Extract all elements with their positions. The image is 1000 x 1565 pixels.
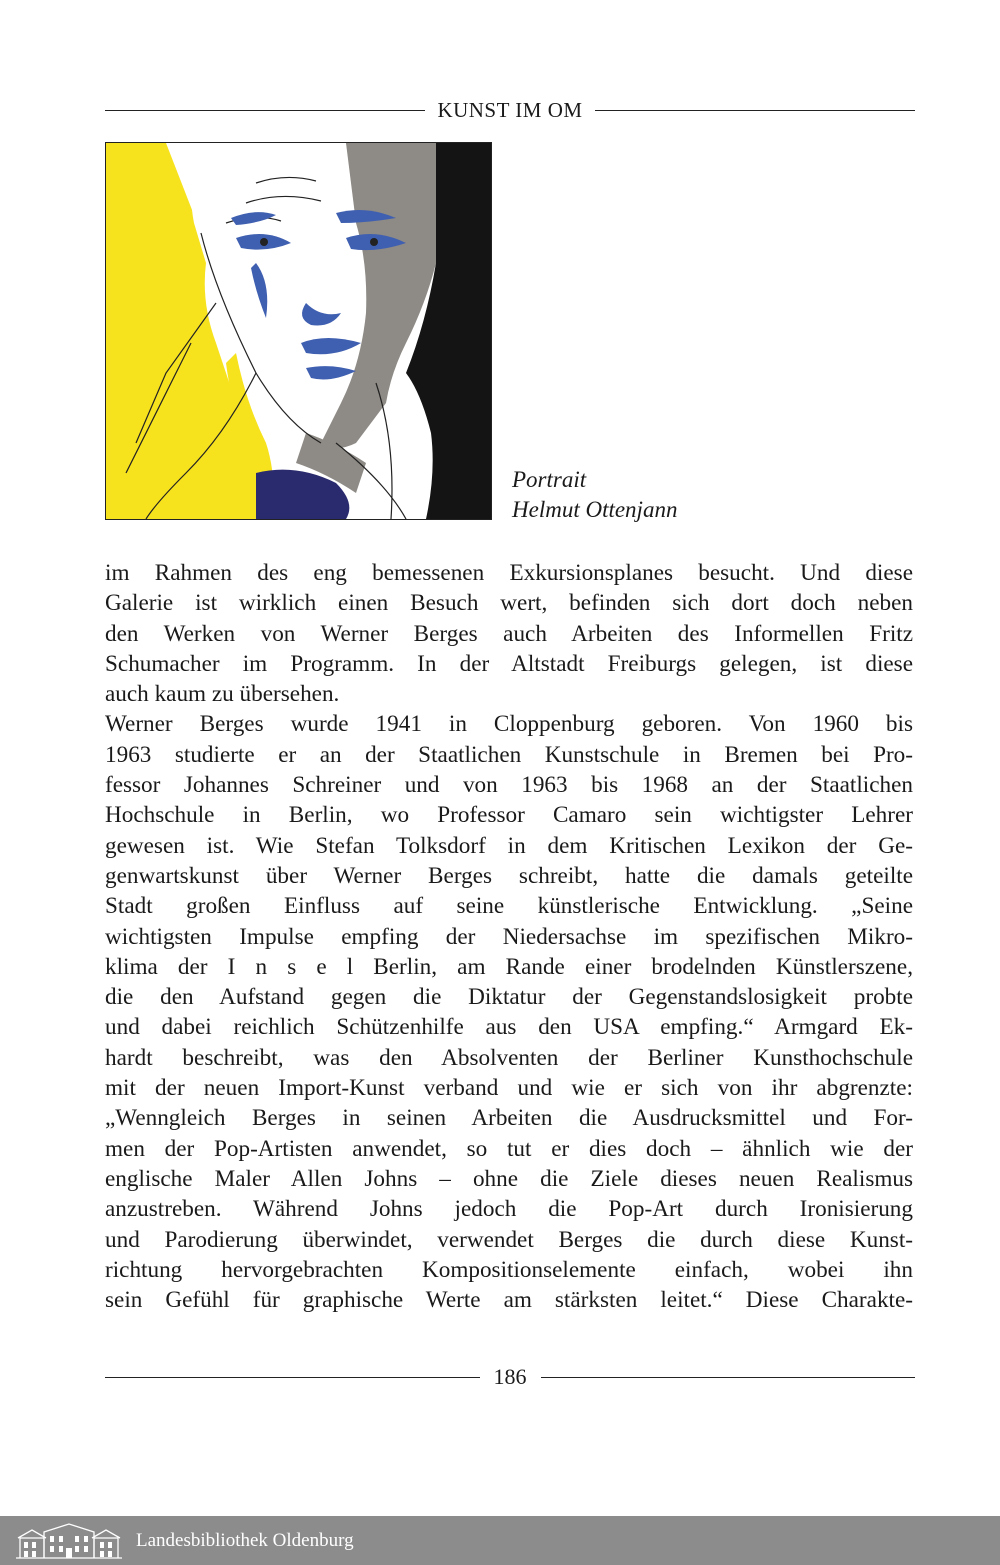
text-line: genwartskunst über Werner Berges schreibt, hatte die damals geteilte bbox=[105, 862, 913, 889]
portrait-drawing-icon bbox=[106, 143, 491, 519]
text-line: „Wenngleich Berges in seinen Arbeiten die Ausdrucksmittel und For- bbox=[105, 1105, 913, 1132]
text-line: klima der I n s e l Berlin, am Rande einer brodelnden Künstlerszene, bbox=[105, 953, 913, 980]
text-line: fessor Johannes Schreiner und von 1963 bis 1968 an der Staatlichen bbox=[105, 772, 913, 799]
text-line: Galerie ist wirklich einen Besuch wert, befinden sich dort doch neben bbox=[105, 590, 913, 617]
footer-rule-left bbox=[105, 1377, 480, 1378]
library-name: Landesbibliothek Oldenburg bbox=[136, 1529, 354, 1551]
text-line: sein Gefühl für graphische Werte am stärksten leitet.“ Diese Charakte- bbox=[105, 1287, 913, 1314]
text-line: 1963 studierte er an der Staatlichen Kunstschule in Bremen bei Pro- bbox=[105, 741, 913, 768]
text-line: wichtigsten Impulse empfing der Niedersachse im spezifischen Mikro- bbox=[105, 923, 913, 950]
text-line: und dabei reichlich Schützenhilfe aus den USA empfing.“ Armgard Ek- bbox=[105, 1014, 913, 1041]
page-number: 186 bbox=[493, 1364, 527, 1389]
running-header-title: KUNST IM OM bbox=[437, 97, 583, 122]
portrait-illustration bbox=[105, 142, 492, 520]
figure-caption bbox=[512, 465, 677, 525]
text-line: richtung hervorgebrachten Kompositionselemente einfach, wobei ihn bbox=[105, 1256, 913, 1283]
library-building-icon bbox=[14, 1522, 124, 1560]
running-header bbox=[105, 96, 915, 124]
text-line: mit der neuen Import-Kunst verband und wie er sich von ihr abgrenzte: bbox=[105, 1075, 913, 1102]
text-line: gewesen ist. Wie Stefan Tolksdorf in dem Kritischen Lexikon der Ge- bbox=[105, 832, 913, 859]
text-line: Hochschule in Berlin, wo Professor Camaro sein wichtigster Lehrer bbox=[105, 802, 913, 829]
library-watermark-bar bbox=[0, 1516, 1000, 1565]
text-line: Werner Berges wurde 1941 in Cloppenburg geboren. Von 1960 bis bbox=[105, 711, 913, 738]
text-line: Stadt großen Einfluss auf seine künstlerische Entwicklung. „Seine bbox=[105, 893, 913, 920]
text-line: die den Aufstand gegen die Diktatur der Gegenstandslosigkeit probte bbox=[105, 984, 913, 1011]
page-footer bbox=[105, 1362, 915, 1392]
footer-rule-right bbox=[541, 1377, 916, 1378]
text-line: und Parodierung überwindet, verwendet Berges die durch diese Kunst- bbox=[105, 1226, 913, 1253]
text-line: men der Pop-Artisten anwendet, so tut er dies doch – ähnlich wie der bbox=[105, 1135, 913, 1162]
text-line: hardt beschreibt, was den Absolventen der Berliner Kunsthochschule bbox=[105, 1044, 913, 1071]
text-line: anzustreben. Während Johns jedoch die Pop-Art durch Ironisierung bbox=[105, 1196, 913, 1223]
text-line: auch kaum zu übersehen. bbox=[105, 681, 340, 708]
body-text bbox=[105, 558, 913, 1315]
text-line: im Rahmen des eng bemessenen Exkursionsplanes besucht. Und diese bbox=[105, 560, 913, 586]
text-line: Schumacher im Programm. In der Altstadt Freiburgs gelegen, ist diese bbox=[105, 650, 913, 677]
text-line: englische Maler Allen Johns – ohne die Ziele dieses neuen Realismus bbox=[105, 1165, 913, 1192]
text-line: den Werken von Werner Berges auch Arbeiten des Informellen Fritz bbox=[105, 620, 913, 647]
caption-line-2: Helmut Ottenjann bbox=[512, 497, 678, 522]
caption-line-1: Portrait bbox=[512, 467, 587, 492]
header-rule-right bbox=[595, 110, 915, 111]
header-rule-left bbox=[105, 110, 425, 111]
